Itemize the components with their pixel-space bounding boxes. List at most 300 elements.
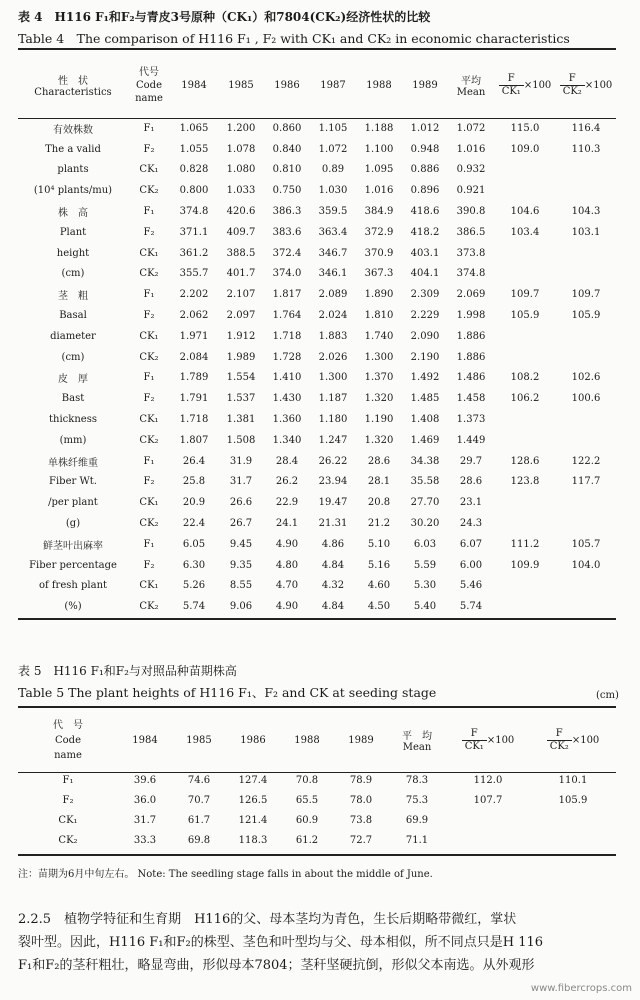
ratio-denominator: CK₂ bbox=[562, 85, 582, 97]
table5-header-mean-cn: 平 均 bbox=[402, 731, 432, 742]
value-cell: 9.06 bbox=[229, 601, 253, 613]
table5-row bbox=[18, 770, 616, 790]
value-cell: 22.9 bbox=[275, 497, 299, 509]
value-cell: 359.5 bbox=[318, 206, 348, 218]
value-cell: 1.554 bbox=[226, 372, 256, 384]
value-cell: 1.100 bbox=[364, 143, 394, 155]
table5-header-mean bbox=[388, 710, 446, 770]
ratio-suffix: ×100 bbox=[486, 734, 515, 746]
table4-row bbox=[18, 388, 616, 409]
ratio-numerator: F bbox=[499, 73, 524, 86]
mean-cell: 24.3 bbox=[459, 518, 483, 530]
value-cell: 2.084 bbox=[179, 351, 209, 363]
value-cell: 30.20 bbox=[410, 518, 440, 530]
body-paragraph bbox=[18, 908, 622, 977]
value-cell: 35.58 bbox=[410, 476, 440, 488]
table5-row bbox=[18, 810, 616, 830]
mean-cell: 6.07 bbox=[459, 538, 483, 550]
value-cell: 1.033 bbox=[226, 185, 256, 197]
ratio1-cell: 109.9 bbox=[510, 559, 540, 571]
mean-cell: 69.9 bbox=[405, 814, 429, 826]
table4-row bbox=[18, 284, 616, 305]
value-cell: 9.45 bbox=[229, 538, 253, 550]
ratio2-cell: 105.7 bbox=[571, 538, 601, 550]
value-cell: 21.31 bbox=[318, 518, 348, 530]
value-cell: 371.1 bbox=[179, 226, 209, 238]
table4-body bbox=[18, 118, 616, 617]
value-cell: 1.508 bbox=[226, 434, 256, 446]
value-cell: 20.8 bbox=[367, 497, 391, 509]
table4-row bbox=[18, 555, 616, 576]
mean-cell: 374.8 bbox=[456, 268, 486, 280]
table4-row bbox=[18, 451, 616, 472]
table4-row bbox=[18, 513, 616, 534]
table4-row bbox=[18, 222, 616, 243]
trait-label: (%) bbox=[64, 601, 82, 613]
value-cell: 19.47 bbox=[318, 497, 348, 509]
ratio1-cell bbox=[446, 810, 530, 830]
ratio-numerator: F bbox=[560, 73, 585, 86]
value-cell: 39.6 bbox=[133, 774, 157, 786]
value-cell: 1.492 bbox=[410, 372, 440, 384]
value-cell: 25.8 bbox=[182, 476, 206, 488]
paragraph-line: 2.2.5 植物学特征和生育期 H116的父、母本茎均为青色，生长后期略带微红，掌状 bbox=[18, 912, 517, 927]
trait-label: Fiber Wt. bbox=[49, 476, 97, 488]
value-cell: 0.810 bbox=[272, 164, 302, 176]
table5-header-code-cn: 代 号 bbox=[53, 719, 83, 731]
code-cell: CK₂ bbox=[139, 185, 159, 197]
code-cell: CK₂ bbox=[58, 834, 78, 846]
value-cell: 28.4 bbox=[275, 455, 299, 467]
table5-header-ratio2 bbox=[530, 710, 616, 770]
mean-cell: 75.3 bbox=[405, 794, 429, 806]
code-cell: F₂ bbox=[143, 559, 155, 571]
value-cell: 372.9 bbox=[364, 226, 394, 238]
table4-row bbox=[18, 264, 616, 285]
trait-label: 鲜茎叶出麻率 bbox=[43, 540, 103, 552]
ratio-numerator: F bbox=[462, 728, 487, 741]
ratio1-cell: 104.6 bbox=[510, 206, 540, 218]
value-cell: 1.381 bbox=[226, 414, 256, 426]
value-cell: 70.8 bbox=[295, 774, 319, 786]
table5 bbox=[18, 710, 616, 850]
ratio-denominator: CK₂ bbox=[549, 740, 569, 752]
table4-caption-cn: 表 4 H116 F₁和F₂与青皮3号原种（CK₁）和7804(CK₂)经济性状的比较 bbox=[18, 10, 431, 24]
value-cell: 361.2 bbox=[179, 247, 209, 259]
table5-top-rule bbox=[18, 706, 616, 708]
value-cell: 28.1 bbox=[367, 476, 391, 488]
value-cell: 1.016 bbox=[364, 185, 394, 197]
table5-bottom-rule bbox=[18, 854, 616, 856]
value-cell: 367.3 bbox=[364, 268, 394, 280]
value-cell: 1.408 bbox=[410, 414, 440, 426]
ratio2-cell bbox=[530, 830, 616, 850]
ratio1-cell bbox=[494, 596, 556, 617]
table4-row bbox=[18, 347, 616, 368]
value-cell: 4.32 bbox=[321, 580, 345, 592]
code-cell: F₁ bbox=[143, 538, 155, 550]
value-cell: 383.6 bbox=[272, 226, 302, 238]
value-cell: 1.105 bbox=[318, 122, 348, 134]
table4-header-trait-en: Characteristics bbox=[34, 87, 112, 98]
value-cell: 1.883 bbox=[318, 330, 348, 342]
table4-row bbox=[18, 534, 616, 555]
value-cell: 2.097 bbox=[226, 310, 256, 322]
value-cell: 34.38 bbox=[410, 455, 440, 467]
value-cell: 36.0 bbox=[133, 794, 157, 806]
trait-label: (10⁴ plants/mu) bbox=[33, 185, 113, 197]
value-cell: 2.309 bbox=[410, 289, 440, 301]
table5-unit: (cm) bbox=[596, 690, 619, 701]
table4 bbox=[18, 52, 616, 617]
mean-cell: 1.486 bbox=[456, 372, 486, 384]
trait-label: plants bbox=[57, 164, 89, 176]
value-cell: 118.3 bbox=[238, 834, 268, 846]
code-cell: F₂ bbox=[62, 794, 74, 806]
table5-row bbox=[18, 830, 616, 850]
value-cell: 4.90 bbox=[275, 538, 299, 550]
table5-header-year: 1986 bbox=[240, 734, 266, 746]
mean-cell: 1.373 bbox=[456, 414, 486, 426]
value-cell: 2.107 bbox=[226, 289, 256, 301]
table4-header-year: 1986 bbox=[274, 79, 300, 91]
mean-cell: 373.8 bbox=[456, 247, 486, 259]
value-cell: 31.7 bbox=[229, 476, 253, 488]
code-cell: CK₂ bbox=[139, 268, 159, 280]
table4-header-year: 1987 bbox=[320, 79, 346, 91]
value-cell: 1.180 bbox=[318, 414, 348, 426]
value-cell: 61.2 bbox=[295, 834, 319, 846]
value-cell: 4.50 bbox=[367, 601, 391, 613]
table4-header-mean bbox=[448, 52, 494, 118]
value-cell: 26.22 bbox=[318, 455, 348, 467]
value-cell: 2.202 bbox=[179, 289, 209, 301]
trait-label: (g) bbox=[65, 518, 81, 530]
trait-label: height bbox=[56, 247, 90, 259]
value-cell: 374.0 bbox=[272, 268, 302, 280]
value-cell: 1.728 bbox=[272, 351, 302, 363]
value-cell: 6.30 bbox=[182, 559, 206, 571]
value-cell: 388.5 bbox=[226, 247, 256, 259]
value-cell: 22.4 bbox=[182, 518, 206, 530]
value-cell: 1.190 bbox=[364, 414, 394, 426]
table4-row bbox=[18, 326, 616, 347]
value-cell: 65.5 bbox=[295, 794, 319, 806]
table4-header-year: 1988 bbox=[366, 79, 392, 91]
value-cell: 346.7 bbox=[318, 247, 348, 259]
value-cell: 4.80 bbox=[275, 559, 299, 571]
value-cell: 2.190 bbox=[410, 351, 440, 363]
code-cell: F₁ bbox=[62, 774, 74, 786]
table5-header-year: 1988 bbox=[294, 734, 320, 746]
ratio-denominator: CK₁ bbox=[464, 740, 484, 752]
ratio1-cell bbox=[494, 243, 556, 264]
value-cell: 418.2 bbox=[410, 226, 440, 238]
value-cell: 1.012 bbox=[410, 122, 440, 134]
ratio2-cell bbox=[530, 810, 616, 830]
trait-label: thickness bbox=[49, 414, 97, 426]
table5-row bbox=[18, 790, 616, 810]
value-cell: 1.485 bbox=[410, 393, 440, 405]
code-cell: CK₂ bbox=[139, 518, 159, 530]
table4-row bbox=[18, 409, 616, 430]
value-cell: 2.229 bbox=[410, 310, 440, 322]
value-cell: 6.05 bbox=[182, 538, 206, 550]
table5-note: 注：苗期为6月中旬左右。 Note: The seedling stage falls in about the middle of June. bbox=[18, 869, 433, 880]
code-cell: F₂ bbox=[143, 476, 155, 488]
ratio2-cell bbox=[556, 513, 616, 534]
value-cell: 1.469 bbox=[410, 434, 440, 446]
table4-header-mean-en: Mean bbox=[456, 87, 486, 98]
table4-header-rule bbox=[18, 118, 616, 119]
ratio1-cell bbox=[494, 326, 556, 347]
ratio2-cell: 105.9 bbox=[571, 310, 601, 322]
table4-header-trait bbox=[18, 52, 128, 118]
value-cell: 409.7 bbox=[226, 226, 256, 238]
code-cell: F₂ bbox=[143, 226, 155, 238]
ratio1-cell bbox=[494, 409, 556, 430]
trait-label: The a valid bbox=[45, 143, 101, 155]
value-cell: 1.320 bbox=[364, 434, 394, 446]
value-cell: 0.860 bbox=[272, 122, 302, 134]
ratio-numerator: F bbox=[547, 728, 572, 741]
table4-row bbox=[18, 430, 616, 451]
value-cell: 386.3 bbox=[272, 206, 302, 218]
trait-label: 株 高 bbox=[58, 208, 88, 220]
ratio1-cell: 115.0 bbox=[510, 122, 540, 134]
ratio1-cell bbox=[494, 430, 556, 451]
value-cell: 370.9 bbox=[364, 247, 394, 259]
trait-label: (mm) bbox=[59, 434, 87, 446]
value-cell: 2.062 bbox=[179, 310, 209, 322]
value-cell: 418.6 bbox=[410, 206, 440, 218]
value-cell: 31.9 bbox=[229, 455, 253, 467]
value-cell: 0.948 bbox=[410, 143, 440, 155]
value-cell: 404.1 bbox=[410, 268, 440, 280]
mean-cell: 1.998 bbox=[456, 310, 486, 322]
code-cell: CK₂ bbox=[139, 434, 159, 446]
value-cell: 5.59 bbox=[413, 559, 437, 571]
value-cell: 1.080 bbox=[226, 164, 256, 176]
trait-label: /per plant bbox=[48, 497, 98, 509]
value-cell: 372.4 bbox=[272, 247, 302, 259]
ratio2-cell: 116.4 bbox=[571, 122, 601, 134]
value-cell: 1.718 bbox=[179, 414, 209, 426]
value-cell: 1.360 bbox=[272, 414, 302, 426]
value-cell: 21.2 bbox=[367, 518, 391, 530]
value-cell: 1.200 bbox=[226, 122, 256, 134]
value-cell: 60.9 bbox=[295, 814, 319, 826]
value-cell: 1.320 bbox=[364, 393, 394, 405]
ratio2-cell bbox=[556, 596, 616, 617]
value-cell: 5.26 bbox=[182, 580, 206, 592]
trait-label: diameter bbox=[50, 330, 96, 342]
value-cell: 1.247 bbox=[318, 434, 348, 446]
trait-label: 茎 粗 bbox=[58, 291, 88, 303]
table4-header-year: 1985 bbox=[228, 79, 254, 91]
ratio1-cell: 128.6 bbox=[510, 455, 540, 467]
ratio1-cell: 105.9 bbox=[510, 310, 540, 322]
value-cell: 4.70 bbox=[275, 580, 299, 592]
table4-top-rule bbox=[18, 48, 616, 50]
value-cell: 0.840 bbox=[272, 143, 302, 155]
value-cell: 23.94 bbox=[318, 476, 348, 488]
mean-cell: 28.6 bbox=[459, 476, 483, 488]
value-cell: 2.090 bbox=[410, 330, 440, 342]
value-cell: 1.095 bbox=[364, 164, 394, 176]
value-cell: 5.10 bbox=[367, 538, 391, 550]
table5-header-code-en2: name bbox=[54, 749, 82, 761]
value-cell: 4.84 bbox=[321, 601, 345, 613]
value-cell: 27.70 bbox=[410, 497, 440, 509]
ratio1-cell bbox=[494, 576, 556, 597]
ratio2-cell: 117.7 bbox=[571, 476, 601, 488]
value-cell: 0.886 bbox=[410, 164, 440, 176]
ratio1-cell bbox=[494, 264, 556, 285]
value-cell: 384.9 bbox=[364, 206, 394, 218]
table4-row bbox=[18, 576, 616, 597]
mean-cell: 23.1 bbox=[459, 497, 483, 509]
ratio1-cell bbox=[494, 347, 556, 368]
value-cell: 1.065 bbox=[179, 122, 209, 134]
code-cell: F₂ bbox=[143, 143, 155, 155]
value-cell: 1.791 bbox=[179, 393, 209, 405]
table5-header-mean-en: Mean bbox=[402, 742, 432, 753]
value-cell: 5.74 bbox=[182, 601, 206, 613]
value-cell: 4.84 bbox=[321, 559, 345, 571]
value-cell: 1.300 bbox=[364, 351, 394, 363]
value-cell: 78.0 bbox=[349, 794, 373, 806]
mean-cell: 1.072 bbox=[456, 122, 486, 134]
trait-label: Plant bbox=[59, 226, 87, 238]
table4-caption-en: Table 4 The comparison of H116 F₁ , F₂ with CK₁ and CK₂ in economic characteristics bbox=[18, 31, 570, 46]
code-cell: CK₁ bbox=[139, 497, 159, 509]
value-cell: 70.7 bbox=[187, 794, 211, 806]
value-cell: 121.4 bbox=[238, 814, 268, 826]
value-cell: 4.90 bbox=[275, 601, 299, 613]
ratio1-cell: 109.0 bbox=[510, 143, 540, 155]
value-cell: 1.410 bbox=[272, 372, 302, 384]
mean-cell: 386.5 bbox=[456, 226, 486, 238]
trait-label: Fiber percentage bbox=[29, 559, 117, 571]
code-cell: CK₂ bbox=[139, 351, 159, 363]
paragraph-line: 裂叶型。因此，H116 F₁和F₂的株型、茎色和叶型均与父、母本相似，所不同点只是H 116 bbox=[18, 935, 544, 950]
code-cell: F₁ bbox=[143, 289, 155, 301]
ratio1-cell: 103.4 bbox=[510, 226, 540, 238]
code-cell: F₁ bbox=[143, 122, 155, 134]
ratio1-cell bbox=[446, 830, 530, 850]
code-cell: CK₂ bbox=[139, 601, 159, 613]
table4-header-mean-cn: 平均 bbox=[461, 76, 481, 87]
value-cell: 33.3 bbox=[133, 834, 157, 846]
mean-cell: 1.886 bbox=[456, 330, 486, 342]
value-cell: 73.8 bbox=[349, 814, 373, 826]
value-cell: 1.055 bbox=[179, 143, 209, 155]
ratio1-cell bbox=[494, 492, 556, 513]
value-cell: 403.1 bbox=[410, 247, 440, 259]
value-cell: 126.5 bbox=[238, 794, 268, 806]
watermark-text: www.fibercrops.com bbox=[530, 983, 632, 994]
value-cell: 1.188 bbox=[364, 122, 394, 134]
value-cell: 1.030 bbox=[318, 185, 348, 197]
value-cell: 1.789 bbox=[179, 372, 209, 384]
table4-header-year: 1984 bbox=[181, 79, 207, 91]
code-cell: CK₁ bbox=[139, 330, 159, 342]
table4-row bbox=[18, 492, 616, 513]
table4-header-code-en: Code name bbox=[135, 79, 163, 104]
mean-cell: 6.00 bbox=[459, 559, 483, 571]
table4-header-code-cn: 代号 bbox=[139, 66, 159, 78]
value-cell: 1.912 bbox=[226, 330, 256, 342]
value-cell: 1.971 bbox=[179, 330, 209, 342]
mean-cell: 5.46 bbox=[459, 580, 483, 592]
table5-header-year: 1984 bbox=[132, 734, 158, 746]
code-cell: CK₁ bbox=[139, 580, 159, 592]
ratio2-cell bbox=[556, 492, 616, 513]
ratio1-cell: 112.0 bbox=[473, 774, 503, 786]
code-cell: F₁ bbox=[143, 455, 155, 467]
trait-label: (cm) bbox=[61, 268, 85, 280]
value-cell: 0.800 bbox=[179, 185, 209, 197]
value-cell: 401.7 bbox=[226, 268, 256, 280]
table4-row bbox=[18, 139, 616, 160]
value-cell: 1.078 bbox=[226, 143, 256, 155]
value-cell: 26.6 bbox=[229, 497, 253, 509]
value-cell: 6.03 bbox=[413, 538, 437, 550]
mean-cell: 71.1 bbox=[405, 834, 429, 846]
value-cell: 1.072 bbox=[318, 143, 348, 155]
table4-header-trait-cn: 性 状 bbox=[58, 76, 88, 87]
value-cell: 31.7 bbox=[133, 814, 157, 826]
table5-header-row bbox=[18, 710, 616, 770]
ratio2-cell bbox=[556, 160, 616, 181]
table5-header-ratio1 bbox=[446, 710, 530, 770]
ratio2-cell bbox=[556, 430, 616, 451]
value-cell: 26.2 bbox=[275, 476, 299, 488]
ratio1-cell: 106.2 bbox=[510, 393, 540, 405]
value-cell: 72.7 bbox=[349, 834, 373, 846]
mean-cell: 1.016 bbox=[456, 143, 486, 155]
ratio-denominator: CK₁ bbox=[501, 85, 521, 97]
code-cell: CK₁ bbox=[139, 414, 159, 426]
table5-header-year: 1989 bbox=[348, 734, 374, 746]
table4-header-code bbox=[128, 52, 170, 118]
ratio2-cell: 110.1 bbox=[558, 774, 588, 786]
value-cell: 78.9 bbox=[349, 774, 373, 786]
value-cell: 69.8 bbox=[187, 834, 211, 846]
ratio2-cell bbox=[556, 264, 616, 285]
value-cell: 1.989 bbox=[226, 351, 256, 363]
value-cell: 374.8 bbox=[179, 206, 209, 218]
table4-row bbox=[18, 243, 616, 264]
trait-label: (cm) bbox=[61, 351, 85, 363]
ratio2-cell: 104.3 bbox=[571, 206, 601, 218]
value-cell: 0.896 bbox=[410, 185, 440, 197]
mean-cell: 1.449 bbox=[456, 434, 486, 446]
ratio2-cell bbox=[556, 347, 616, 368]
ratio1-cell: 108.2 bbox=[510, 372, 540, 384]
table4-header-ratio2 bbox=[556, 52, 616, 118]
ratio-suffix: ×100 bbox=[584, 79, 613, 91]
table5-header-code-en: Code bbox=[55, 734, 81, 746]
mean-cell: 390.8 bbox=[456, 206, 486, 218]
table4-row bbox=[18, 118, 616, 139]
table5-caption-cn: 表 5 H116 F₁和F₂与对照品种苗期株高 bbox=[18, 664, 237, 678]
table4-row bbox=[18, 368, 616, 389]
table4-row bbox=[18, 305, 616, 326]
table5-caption-en: Table 5 The plant heights of H116 F₁、F₂ and CK at seeding stage bbox=[18, 685, 437, 700]
mean-cell: 1.458 bbox=[456, 393, 486, 405]
